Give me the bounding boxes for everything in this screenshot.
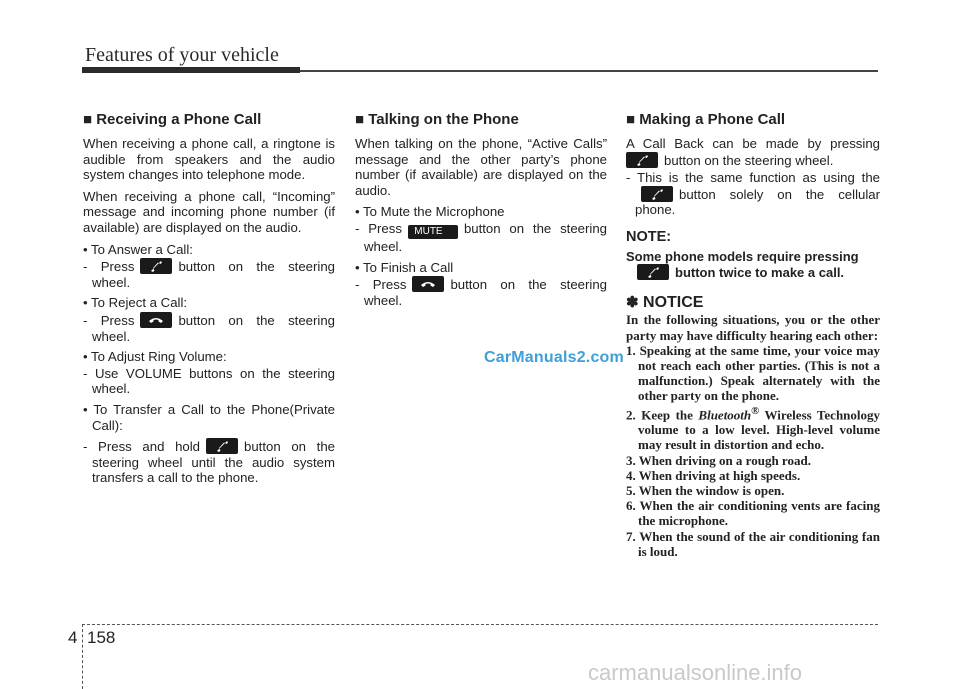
making-paragraph-1 [626, 136, 880, 168]
reject-bullet: • To Reject a Call: [83, 295, 188, 311]
footer-divider [82, 624, 83, 689]
mute-instruction [355, 221, 607, 255]
phone-call-icon [626, 152, 658, 168]
answer-instruction [83, 258, 335, 290]
notice-item-1: 1. Speaking at the same time, your voice may not reach each other parties. (This is not a malfunction.) Speak alternately with the other party on the phone. [626, 342, 880, 404]
making-heading: ■ Making a Phone Call [626, 111, 786, 128]
notice-title [626, 295, 880, 311]
mute-pre: - Press [355, 220, 402, 236]
item2-post: Wireless Technology volume to a low level. High-level volume may result in distortion and echo. [638, 406, 881, 453]
answer-bullet: • To Answer a Call: [83, 241, 193, 257]
phone-call-icon [140, 258, 172, 274]
finish-instruction [355, 276, 607, 308]
receiving-paragraph-2: When receiving a phone call, “Incoming” message and incoming phone number (if available) are displayed on the audio. [83, 188, 335, 235]
phone-call-icon [206, 438, 238, 454]
answer-post: button on the steering wheel. [92, 259, 336, 290]
header-rule [300, 70, 878, 72]
talking-paragraph: When talking on the phone, “Active Calls” message and the other party’s phone number (if available) are displayed on the audio. [355, 136, 607, 198]
talking-heading: ■ Talking on the Phone [355, 111, 519, 128]
item2-pre: 2. Keep the [626, 406, 693, 422]
notice-item-6: 6. When the air conditioning vents are facing the microphone. [626, 498, 880, 529]
answer-pre: - Press [83, 259, 135, 275]
reject-pre: - Press [83, 312, 135, 328]
mute-post: button on the steering wheel. [364, 220, 608, 254]
item2-brand: Bluetooth [698, 406, 752, 422]
reject-post: button on the steering wheel. [92, 312, 336, 344]
making-section [626, 111, 880, 559]
making-p1-pre: A Call Back can be made by pressing [626, 136, 880, 151]
notice-item-5: 5. When the window is open. [626, 482, 785, 498]
site-watermark: carmanualsonline.info [588, 660, 803, 685]
finish-pre: - Press [355, 277, 407, 293]
notice-item-4: 4. When driving at high speeds. [626, 467, 801, 483]
note-post: button twice to make a call. [675, 265, 845, 281]
receiving-heading: ■ Receiving a Phone Call [83, 111, 262, 128]
finish-bullet: • To Finish a Call [355, 259, 454, 275]
transfer-pre: - Press and hold [83, 439, 201, 455]
finish-post: button on the steering wheel. [364, 277, 608, 308]
notice-item-2 [626, 404, 880, 453]
watermark: CarManuals2.com [484, 349, 624, 366]
reject-instruction [83, 312, 335, 344]
transfer-bullet: • To Transfer a Call to the Phone(Private Call): [83, 401, 335, 433]
volume-bullet: • To Adjust Ring Volume: [83, 349, 227, 365]
notice-star-icon: ✽ [626, 293, 639, 311]
header-bar [82, 67, 300, 73]
page-number: 158 [87, 628, 116, 647]
chapter-number: 4 [68, 628, 78, 647]
making-p2-pre: - This is the same function as using the [626, 170, 880, 186]
notice-item-3: 3. When driving on a rough road. [626, 452, 811, 468]
phone-end-icon [140, 312, 172, 328]
footer-rule [82, 624, 878, 625]
receiving-section [83, 111, 335, 491]
note-title: NOTE: [626, 228, 672, 245]
volume-instruction: - Use VOLUME buttons on the steering wheel. [83, 365, 335, 397]
phone-call-icon [641, 186, 673, 202]
mute-button-icon: MUTE [408, 225, 458, 239]
making-paragraph-2 [626, 170, 880, 218]
transfer-instruction [83, 438, 335, 486]
notice-title-text: NOTICE [643, 293, 704, 311]
receiving-paragraph-1: When receiving a phone call, a ringtone is audible from speakers and the audio system changes into telephone mode. [83, 136, 335, 183]
transfer-post: button on the steering wheel until the audio system transfers a call to the phone. [92, 439, 335, 486]
note-pre: Some phone models require pressing [626, 248, 859, 264]
note-body [626, 249, 880, 281]
talking-section [355, 111, 607, 313]
making-p1-post: button on the steering wheel. [664, 152, 834, 168]
page-header-title: Features of your vehicle [85, 44, 279, 66]
making-p2-post: button solely on the cellular phone. [635, 186, 880, 218]
notice-body [626, 312, 880, 559]
mute-bullet: • To Mute the Microphone [355, 204, 505, 220]
notice-item-7: 7. When the sound of the air conditioning fan is loud. [626, 528, 880, 559]
phone-call-icon [637, 264, 669, 280]
item2-reg: ® [751, 404, 760, 417]
notice-intro: In the following situations, you or the other party may have difficulty hearing each other: [626, 312, 880, 343]
phone-end-icon [412, 276, 444, 292]
